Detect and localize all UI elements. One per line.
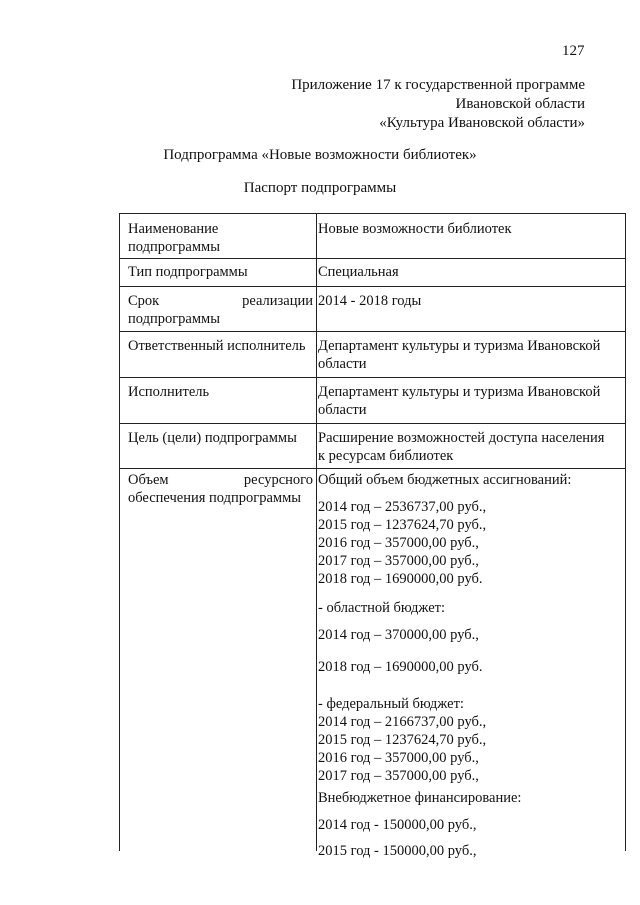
funding-regional-2014: 2014 год – 370000,00 руб., bbox=[318, 627, 479, 643]
appendix-line-2: Ивановской области bbox=[455, 96, 585, 112]
row-funding bbox=[120, 468, 625, 859]
funding-extra-title: Внебюджетное финансирование: bbox=[318, 790, 522, 806]
passport-title: Паспорт подпрограммы bbox=[243, 180, 397, 196]
label-line: обеспечения подпрограммы bbox=[128, 490, 302, 506]
label-line bbox=[128, 292, 313, 310]
funding-total-2016: 2016 год – 357000,00 руб., bbox=[318, 535, 479, 551]
subprogram-title: Подпрограмма «Новые возможности библиотек» bbox=[163, 147, 477, 163]
funding-total-title: Общий объем бюджетных ассигнований: bbox=[318, 472, 572, 488]
funding-federal-2015: 2015 год – 1237624,70 руб., bbox=[318, 732, 487, 748]
funding-total-2015: 2015 год – 1237624,70 руб., bbox=[318, 517, 487, 533]
funding-federal-2017: 2017 год – 357000,00 руб., bbox=[318, 768, 479, 784]
funding-total-2014: 2014 год – 2536737,00 руб., bbox=[318, 499, 487, 515]
row-responsible-value bbox=[318, 337, 623, 373]
row-executor-value bbox=[318, 383, 623, 419]
appendix-line-1: Приложение 17 к государственной программе bbox=[291, 77, 585, 93]
row-goal-value bbox=[318, 429, 623, 465]
row-type-label: Тип подпрограммы bbox=[128, 264, 248, 280]
funding-total-list bbox=[318, 498, 486, 588]
label-line: Наименование bbox=[128, 221, 219, 237]
row-type-value: Специальная bbox=[318, 264, 399, 280]
funding-federal-title: - федеральный бюджет: bbox=[318, 696, 464, 712]
page-number: 127 bbox=[562, 43, 585, 59]
value-line: Расширение возможностей доступа населения bbox=[318, 430, 605, 446]
label-line: подпрограммы bbox=[128, 239, 220, 255]
label-word: ресурсного bbox=[243, 472, 313, 488]
funding-total-2017: 2017 год – 357000,00 руб., bbox=[318, 553, 479, 569]
value-line: области bbox=[318, 356, 367, 372]
row-goal bbox=[120, 423, 625, 469]
funding-extra-2015: 2015 год - 150000,00 руб., bbox=[318, 843, 477, 859]
label-line bbox=[128, 471, 313, 489]
row-goal-label: Цель (цели) подпрограммы bbox=[128, 430, 297, 446]
row-name bbox=[120, 214, 625, 259]
funding-federal-list bbox=[318, 713, 486, 785]
row-term-label bbox=[128, 292, 313, 328]
funding-regional-title: - областной бюджет: bbox=[318, 600, 446, 616]
funding-regional-2018: 2018 год – 1690000,00 руб. bbox=[318, 659, 483, 675]
funding-total-2018: 2018 год – 1690000,00 руб. bbox=[318, 571, 483, 587]
funding-federal-2014: 2014 год – 2166737,00 руб., bbox=[318, 714, 487, 730]
funding-federal-2016: 2016 год – 357000,00 руб., bbox=[318, 750, 479, 766]
row-responsible-label: Ответственный исполнитель bbox=[128, 338, 306, 354]
label-word: реализации bbox=[242, 293, 313, 309]
appendix-line-3: «Культура Ивановской области» bbox=[379, 115, 585, 131]
row-executor bbox=[120, 377, 625, 424]
label-word: Срок bbox=[128, 293, 160, 309]
value-line: Департамент культуры и туризма Ивановской bbox=[318, 338, 601, 354]
row-term-value: 2014 - 2018 годы bbox=[318, 293, 422, 309]
value-line: к ресурсам библиотек bbox=[318, 448, 454, 464]
label-line: подпрограммы bbox=[128, 311, 220, 327]
row-term bbox=[120, 286, 625, 332]
label-word: Объем bbox=[128, 472, 169, 488]
value-line: области bbox=[318, 402, 367, 418]
passport-table bbox=[119, 213, 626, 859]
value-line: Департамент культуры и туризма Ивановской bbox=[318, 384, 601, 400]
row-executor-label: Исполнитель bbox=[128, 384, 210, 400]
row-name-label bbox=[128, 220, 313, 256]
funding-extra-2014: 2014 год - 150000,00 руб., bbox=[318, 817, 477, 833]
row-type bbox=[120, 258, 625, 287]
row-name-value: Новые возможности библиотек bbox=[318, 221, 512, 237]
row-funding-label bbox=[128, 471, 313, 507]
row-responsible bbox=[120, 331, 625, 378]
appendix-header bbox=[245, 76, 585, 133]
